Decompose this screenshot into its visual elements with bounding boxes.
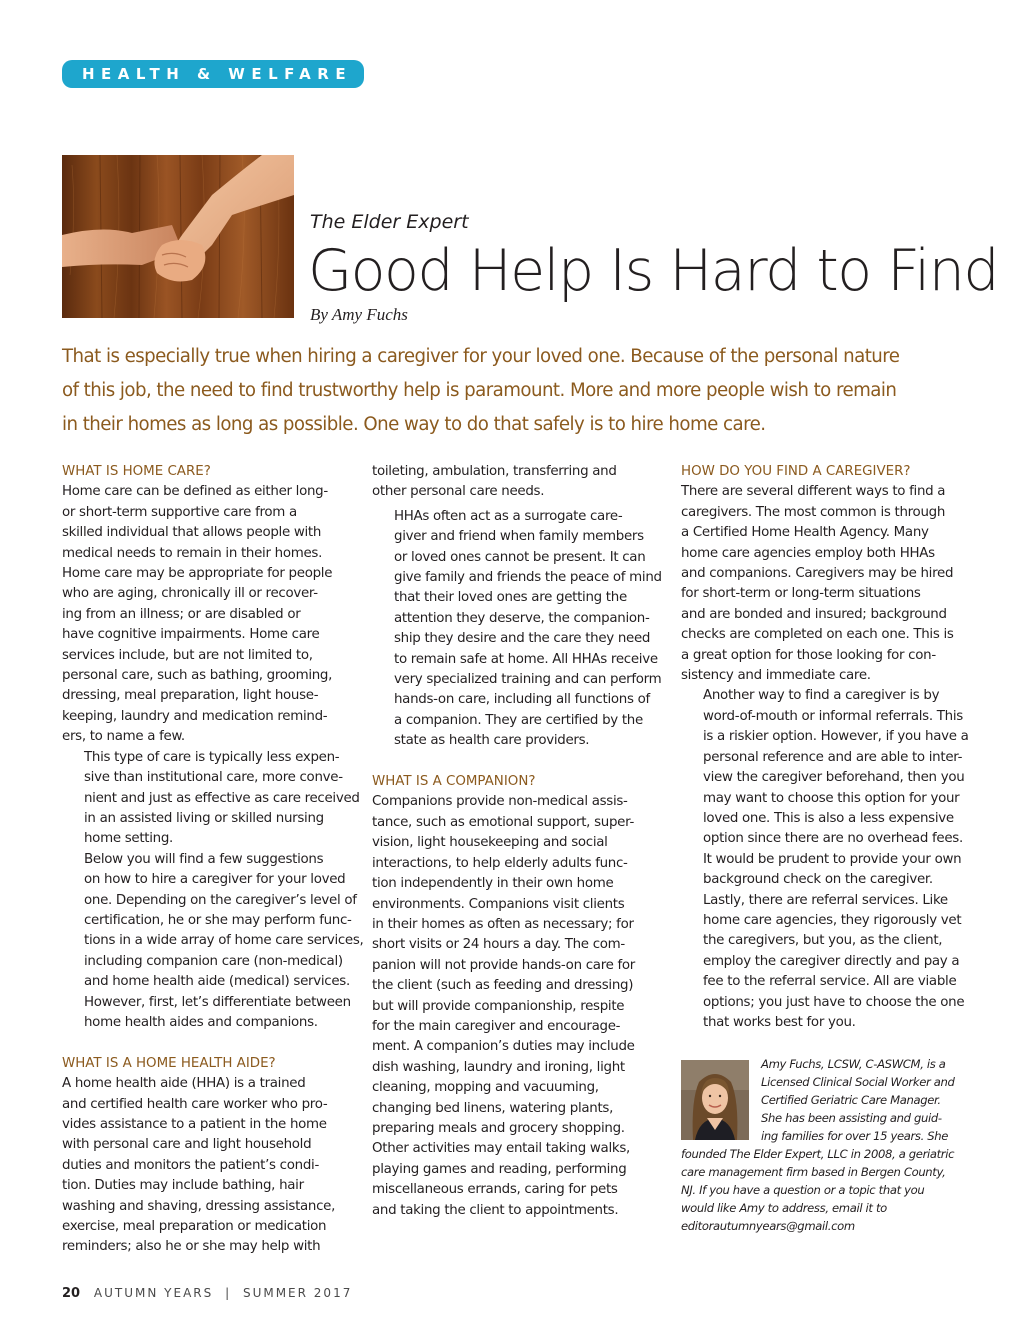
text-line: keeping, laundry and medication remind- <box>62 708 328 724</box>
text-line: services include, but are not limited to, <box>62 647 313 663</box>
text-line: dish washing, laundry and ironing, light <box>372 1059 625 1075</box>
paragraph <box>62 850 364 1034</box>
text-line: personal care, such as bathing, grooming, <box>62 668 333 684</box>
text-line: on how to hire a caregiver for your loved <box>84 872 346 888</box>
holding-hands-photo <box>62 155 294 318</box>
text-line: option since there are no overhead fees. <box>703 831 963 847</box>
page-footer <box>62 1286 352 1301</box>
article-kicker: The Elder Expert <box>310 211 469 233</box>
text-line: who are aging, chronically ill or recover- <box>62 586 318 602</box>
text-line: options; you just have to choose the one <box>703 994 965 1010</box>
column-3 <box>681 462 971 1033</box>
text-line: a great option for those looking for con- <box>681 647 936 663</box>
text-line: other personal care needs. <box>372 484 545 500</box>
paragraph <box>62 748 360 850</box>
text-line: one. Depending on the caregiver’s level of <box>84 892 357 908</box>
text-line: give family and friends the peace of mind <box>394 570 662 586</box>
text-line: or short-term supportive care from a <box>62 504 297 520</box>
text-line: is a riskier option. However, if you have a <box>703 729 969 745</box>
text-line: Home care may be appropriate for people <box>62 566 333 582</box>
text-line: loved one. This is also a less expensive <box>703 810 954 826</box>
article-headline: Good Help Is Hard to Find <box>308 238 999 304</box>
text-line: a Certified Home Health Agency. Many <box>681 525 929 541</box>
paragraph <box>62 1074 355 1258</box>
text-line: preparing meals and grocery shopping. <box>372 1120 625 1136</box>
section-tab: HEALTH & WELFARE <box>62 60 364 88</box>
paragraph <box>681 482 971 686</box>
text-line: sive than institutional care, more conve- <box>84 770 343 786</box>
text-line: A home health aide (HHA) is a trained <box>62 1076 306 1092</box>
text-line: There are several different ways to find a <box>681 484 946 500</box>
text-line: that works best for you. <box>703 1014 856 1030</box>
text-line: short visits or 24 hours a day. The com- <box>372 937 625 953</box>
text-line: word-of-mouth or informal referrals. This <box>703 708 963 724</box>
text-line: reminders; also he or she may help with <box>62 1239 321 1255</box>
text-line: and companions. Caregivers may be hired <box>681 566 954 582</box>
heading-what-is-home-health-aide: WHAT IS A HOME HEALTH AIDE? <box>62 1055 276 1071</box>
text-line: state as health care providers. <box>394 733 590 749</box>
text-line: certification, he or she may perform func- <box>84 912 352 928</box>
text-line: tance, such as emotional support, super- <box>372 814 634 830</box>
text-line: skilled individual that allows people with <box>62 525 322 541</box>
text-line: the client (such as feeding and dressing) <box>372 978 634 994</box>
text-line: washing and shaving, dressing assistance, <box>62 1198 336 1214</box>
text-line: panion will not provide hands-on care for <box>372 957 636 973</box>
text-line: or loved ones cannot be present. It can <box>394 549 646 565</box>
text-line: duties and monitors the patient’s condi- <box>62 1157 319 1173</box>
text-line: and home health aide (medical) services. <box>84 974 350 990</box>
text-line: Home care can be defined as either long- <box>62 484 328 500</box>
text-line: tion independently in their own home <box>372 876 614 892</box>
publication-name: AUTUMN YEARS <box>93 1286 214 1300</box>
bio-line: She has been assisting and guid- <box>761 1111 942 1125</box>
text-line: for short-term or long-term situations <box>681 586 921 602</box>
text-line: ment. A companion’s duties may include <box>372 1039 635 1055</box>
author-email: editorautumnyears@gmail.com <box>681 1219 855 1233</box>
text-line: vision, light housekeeping and social <box>372 835 608 851</box>
intro-line: in their homes as long as possible. One way to do that safely is to hire home care. <box>62 414 766 435</box>
paragraph <box>372 507 664 752</box>
text-line: with personal care and light household <box>62 1137 312 1153</box>
author-bio <box>681 1055 971 1235</box>
text-line: a companion. They are certified by the <box>394 712 643 728</box>
text-line: nient and just as effective as care received <box>84 790 360 806</box>
text-line: Other activities may entail taking walks, <box>372 1141 630 1157</box>
text-line: in an assisted living or skilled nursing <box>84 810 324 826</box>
intro-line: That is especially true when hiring a caregiver for your loved one. Because of the personal nature <box>62 346 900 367</box>
issue-date: SUMMER 2017 <box>242 1286 353 1300</box>
text-line: Below you will find a few suggestions <box>84 851 324 867</box>
text-line: and taking the client to appointments. <box>372 1202 619 1218</box>
bio-line: Certified Geriatric Care Manager. <box>761 1093 941 1107</box>
heading-what-is-a-companion: WHAT IS A COMPANION? <box>372 774 536 790</box>
text-line: Lastly, there are referral services. Like <box>703 892 948 908</box>
text-line: sistency and immediate care. <box>681 668 871 684</box>
footer-separator: | <box>225 1286 232 1300</box>
text-line: ers, to name a few. <box>62 729 185 745</box>
intro-line: of this job, the need to find trustworthy help is paramount. More and more people wish to remain <box>62 380 897 401</box>
paragraph <box>372 792 664 1221</box>
bio-line: Amy Fuchs, LCSW, C-ASWCM, is a <box>761 1057 946 1071</box>
text-line: medical needs to remain in their homes. <box>62 545 323 561</box>
text-line: miscellaneous errands, caring for pets <box>372 1182 618 1198</box>
text-line: and certified health care worker who pro- <box>62 1096 328 1112</box>
text-line: employ the caregiver directly and pay a <box>703 953 960 969</box>
bio-line: would like Amy to address, email it to <box>681 1201 887 1215</box>
text-line: tions in a wide array of home care services, <box>84 933 364 949</box>
text-line: This type of care is typically less expen- <box>84 749 340 765</box>
text-line: home care agencies employ both HHAs <box>681 545 935 561</box>
text-line: It would be prudent to provide your own <box>703 851 962 867</box>
paragraph <box>681 686 971 890</box>
text-line: personal reference and are able to inter- <box>703 749 963 765</box>
text-line: home health aides and companions. <box>84 1014 318 1030</box>
bio-line: Licensed Clinical Social Worker and <box>761 1075 955 1089</box>
text-line: tion. Duties may include bathing, hair <box>62 1178 304 1194</box>
text-line: ship they desire and the care they need <box>394 631 651 647</box>
bio-line: NJ. If you have a question or a topic that you <box>681 1183 925 1197</box>
page-number: 20 <box>62 1286 81 1301</box>
text-line: changing bed linens, watering plants, <box>372 1100 614 1116</box>
text-line: that their loved ones are getting the <box>394 590 627 606</box>
text-line: home setting. <box>84 831 173 847</box>
text-line: home care agencies, they rigorously vet <box>703 912 962 928</box>
heading-how-do-you-find-a-caregiver: HOW DO YOU FIND A CAREGIVER? <box>681 464 911 479</box>
text-line: hands-on care, including all functions of <box>394 692 650 708</box>
column-1 <box>62 462 364 1258</box>
text-line: toileting, ambulation, transferring and <box>372 464 617 479</box>
text-line: playing games and reading, performing <box>372 1161 627 1177</box>
paragraph <box>62 482 355 747</box>
text-line: interactions, to help elderly adults func- <box>372 855 628 871</box>
heading-what-is-home-care: WHAT IS HOME CARE? <box>62 464 211 479</box>
paragraph <box>372 462 664 503</box>
text-line: very specialized training and can perform <box>394 672 662 688</box>
text-line: checks are completed on each one. This is <box>681 627 954 643</box>
text-line: may want to choose this option for your <box>703 790 960 806</box>
paragraph <box>681 891 971 1034</box>
bio-line: founded The Elder Expert, LLC in 2008, a geriatric <box>681 1147 955 1161</box>
text-line: Another way to find a caregiver is by <box>703 688 940 704</box>
text-line: the caregivers, but you, as the client, <box>703 933 943 949</box>
text-line: ing from an illness; or are disabled or <box>62 606 301 622</box>
text-line: cleaning, mopping and vacuuming, <box>372 1080 599 1096</box>
text-line: attention they deserve, the companion- <box>394 610 650 626</box>
text-line: exercise, meal preparation or medication <box>62 1219 327 1235</box>
text-line: Companions provide non-medical assis- <box>372 794 628 810</box>
text-line: view the caregiver beforehand, then you <box>703 770 965 786</box>
text-line: fee to the referral service. All are viable <box>703 974 957 990</box>
text-line: HHAs often act as a surrogate care- <box>394 508 623 524</box>
text-line: have cognitive impairments. Home care <box>62 627 320 643</box>
text-line: in their homes as often as necessary; for <box>372 916 634 932</box>
bio-line: ing families for over 15 years. She <box>761 1129 949 1143</box>
column-2 <box>372 462 664 1221</box>
article-intro <box>62 340 967 442</box>
text-line: giver and friend when family members <box>394 529 644 545</box>
text-line: to remain safe at home. All HHAs receive <box>394 651 658 667</box>
text-line: and are bonded and insured; background <box>681 606 947 622</box>
bio-line: care management firm based in Bergen County, <box>681 1165 946 1179</box>
text-line: including companion care (non-medical) <box>84 953 343 969</box>
article-byline: By Amy Fuchs <box>310 305 408 324</box>
text-line: However, first, let’s differentiate between <box>84 994 351 1010</box>
text-line: dressing, meal preparation, light house- <box>62 688 319 704</box>
text-line: caregivers. The most common is through <box>681 504 946 520</box>
text-line: but will provide companionship, respite <box>372 998 625 1014</box>
text-line: background check on the caregiver. <box>703 872 933 888</box>
text-line: for the main caregiver and encourage- <box>372 1018 621 1034</box>
text-line: environments. Companions visit clients <box>372 896 625 912</box>
text-line: vides assistance to a patient in the home <box>62 1116 327 1132</box>
